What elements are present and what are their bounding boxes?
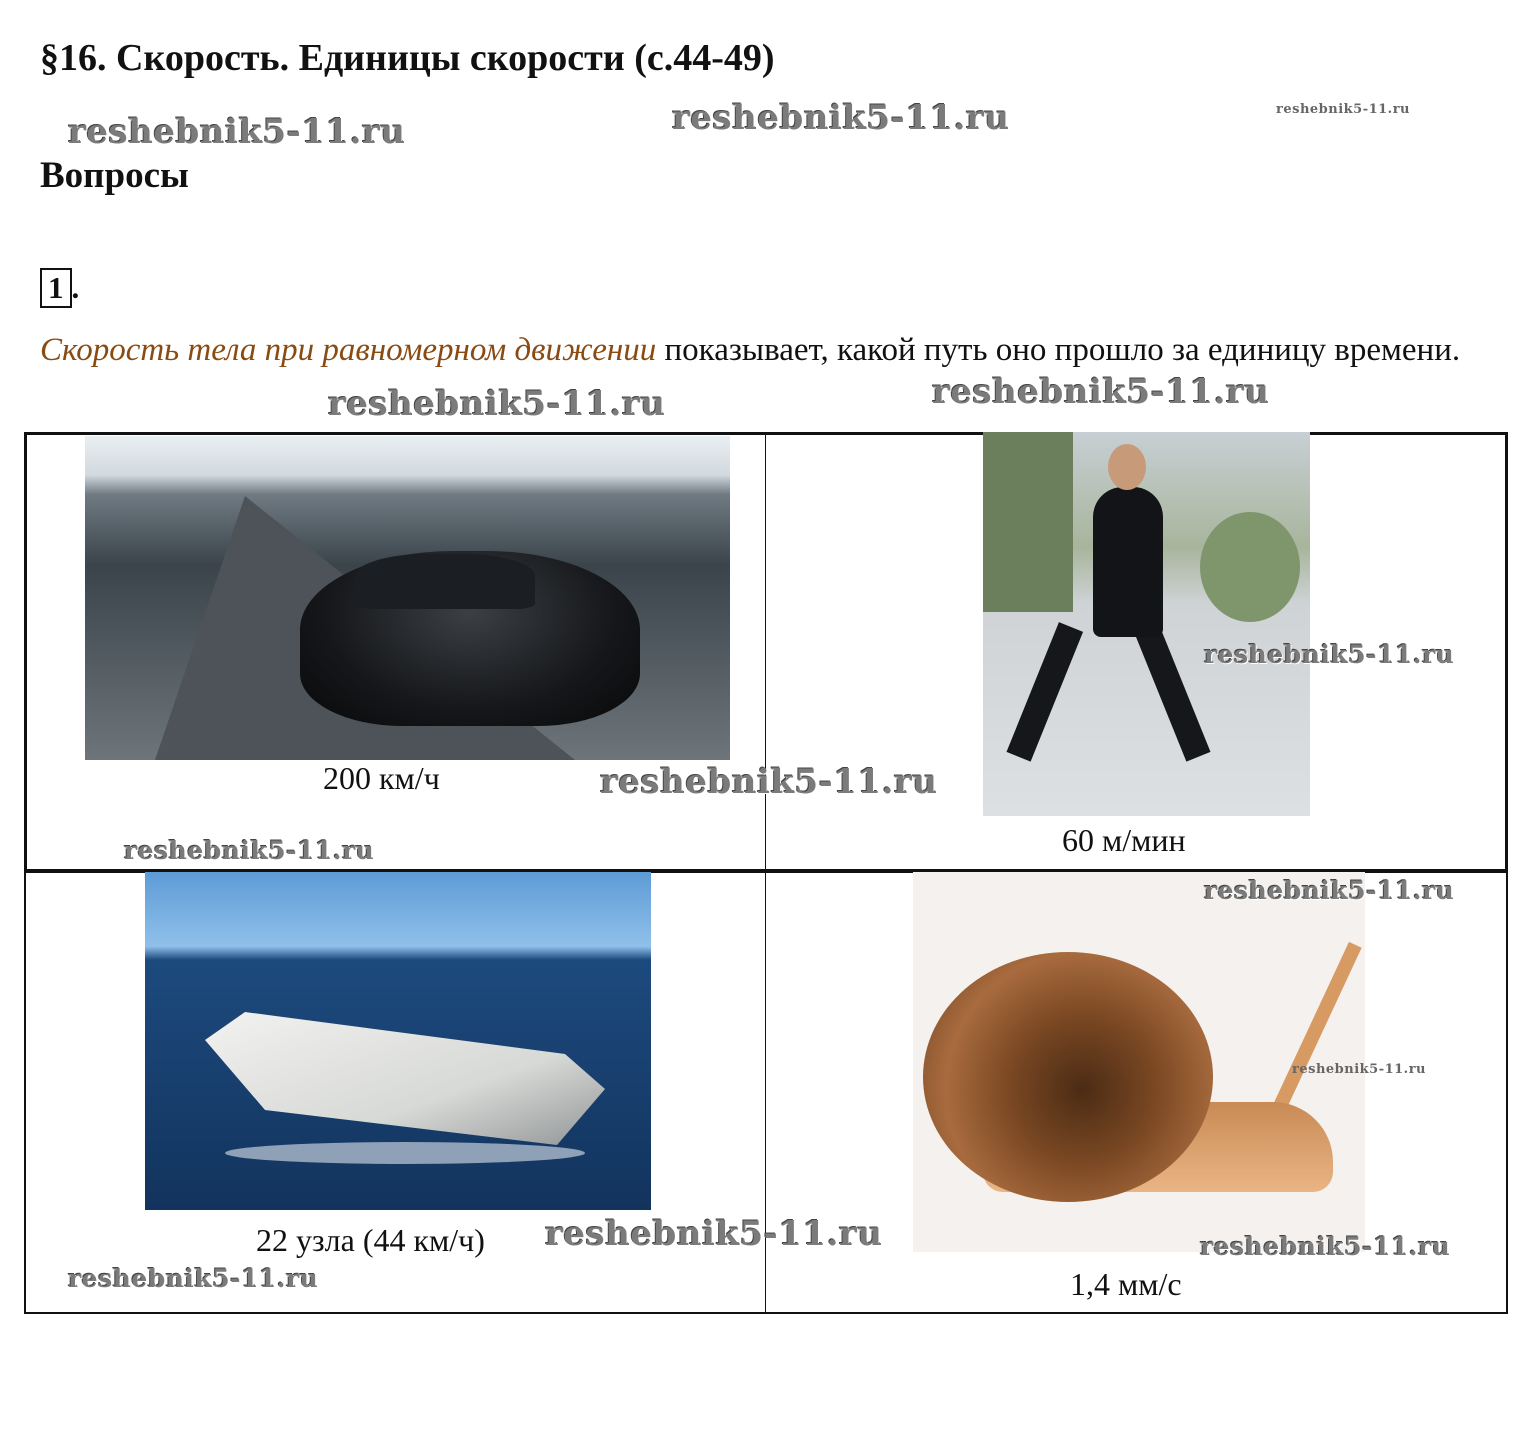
watermark: reshebnik5-11.ru — [545, 1214, 883, 1254]
watermark: reshebnik5-11.ru — [328, 384, 666, 424]
table-column-divider — [765, 432, 766, 1314]
man-suit — [1093, 487, 1163, 637]
man-head — [1108, 444, 1146, 490]
walking-man-photo — [983, 432, 1310, 816]
answer-body: показывает, какой путь оно прошло за единицу времени. — [656, 332, 1461, 368]
question-number-box: 1 — [40, 268, 72, 308]
caption-snail: 1,4 мм/с — [1070, 1266, 1182, 1302]
car-windshield — [355, 554, 535, 609]
caption-car: 200 км/ч — [323, 760, 440, 796]
trees — [983, 432, 1073, 612]
ship-hull — [205, 1012, 605, 1152]
watermark: reshebnik5-11.ru — [672, 98, 1010, 138]
sports-car-photo — [85, 436, 730, 760]
snail-shell — [923, 952, 1213, 1202]
page-title: §16. Скорость. Единицы скорости (с.44-49) — [40, 37, 775, 79]
watermark: reshebnik5-11.ru — [600, 762, 938, 802]
caption-man: 60 м/мин — [1062, 822, 1186, 858]
watermark: reshebnik5-11.ru — [1204, 876, 1455, 905]
ship-wake — [225, 1142, 585, 1164]
watermark: reshebnik5-11.ru — [68, 112, 406, 152]
question-number — [40, 268, 79, 308]
man-leg — [1007, 622, 1084, 762]
watermark: reshebnik5-11.ru — [1292, 1062, 1427, 1077]
question-number-suffix: . — [71, 270, 80, 305]
section-heading: Вопросы — [40, 155, 189, 196]
answer-text — [40, 324, 1480, 376]
watermark: reshebnik5-11.ru — [1204, 640, 1455, 669]
snail-tentacle — [1269, 942, 1362, 1120]
watermark: reshebnik5-11.ru — [1276, 102, 1411, 117]
watermark: reshebnik5-11.ru — [1200, 1232, 1451, 1261]
trees — [1200, 512, 1300, 622]
watermark: reshebnik5-11.ru — [68, 1264, 319, 1293]
watermark: reshebnik5-11.ru — [932, 372, 1270, 412]
caption-ship: 22 узла (44 км/ч) — [256, 1222, 485, 1258]
cruise-ship-photo — [145, 872, 651, 1210]
answer-highlight: Скорость тела при равномерном движении — [40, 332, 657, 368]
man-leg — [1134, 622, 1211, 762]
watermark: reshebnik5-11.ru — [124, 836, 375, 865]
